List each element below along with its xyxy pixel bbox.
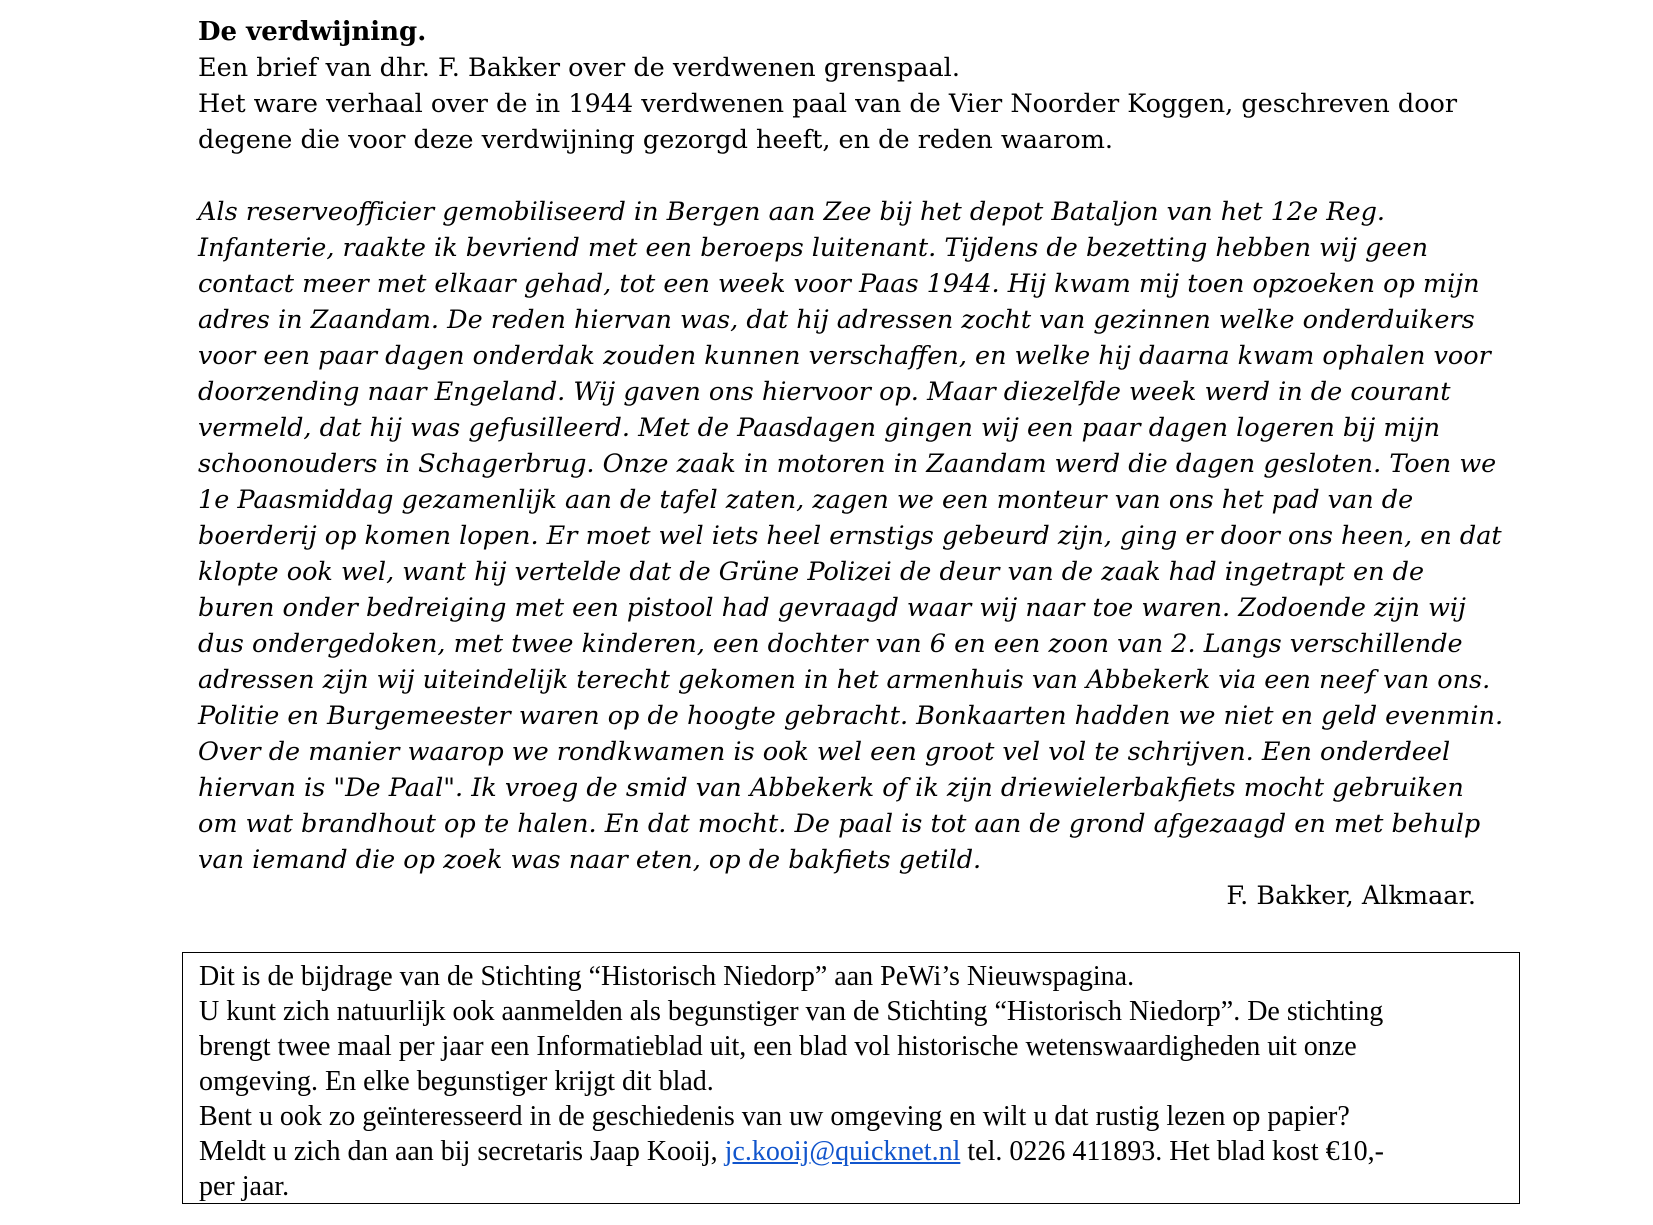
info-line: omgeving. En elke begunstiger krijgt dit blad. xyxy=(199,1066,714,1097)
story-line: boerderij op komen lopen. Er moet wel iets heel ernstigs gebeurd zijn, ging er door ons heen, en dat xyxy=(198,521,1502,551)
story-line: van iemand die op zoek was naar eten, op de bakfiets getild. xyxy=(198,845,982,875)
article-title: De verdwijning. xyxy=(198,17,427,47)
contact-prefix: Meldt u zich dan aan bij secretaris Jaap Kooij, xyxy=(199,1136,725,1167)
story-line: adressen zijn wij uiteindelijk terecht gekomen in het armenhuis van Abbekerk via een neef van ons. xyxy=(198,665,1491,695)
info-box xyxy=(182,952,1520,1204)
story-line: hiervan is "De Paal". Ik vroeg de smid van Abbekerk of ik zijn driewielerbakfiets mocht gebruiken xyxy=(198,773,1464,803)
contact-suffix: tel. 0226 411893. Het blad kost €10,- xyxy=(960,1136,1384,1167)
info-line: brengt twee maal per jaar een Informatieblad uit, een blad vol historische wetenswaardigheden uit onze xyxy=(199,1031,1357,1062)
story-line: klopte ook wel, want hij vertelde dat de Grüne Polizei de deur van de zaak had ingetrapt en de xyxy=(198,557,1425,587)
intro-line: Een brief van dhr. F. Bakker over de verdwenen grenspaal. xyxy=(198,53,960,83)
story-line: Over de manier waarop we rondkwamen is ook wel een groot vel vol te schrijven. Een onderdeel xyxy=(198,737,1451,767)
intro-line: Het ware verhaal over de in 1944 verdwenen paal van de Vier Noorder Koggen, geschreven door xyxy=(198,89,1458,119)
story-line: 1e Paasmiddag gezamenlijk aan de tafel zaten, zagen we een monteur van ons het pad van de xyxy=(198,485,1414,515)
info-line: Bent u ook zo geïnteresseerd in de geschiedenis van uw omgeving en wilt u dat rustig lezen op papier? xyxy=(199,1101,1350,1132)
email-link[interactable]: jc.kooij@quicknet.nl xyxy=(724,1136,961,1167)
story-line: doorzending naar Engeland. Wij gaven ons hiervoor op. Maar diezelfde week werd in de courant xyxy=(198,377,1451,407)
story-line: Als reserveofficier gemobiliseerd in Bergen aan Zee bij het depot Bataljon van het 12e Reg. xyxy=(198,197,1386,227)
story-body xyxy=(198,194,1504,878)
story-line: Infanterie, raakte ik bevriend met een beroeps luitenant. Tijdens de bezetting hebben wij geen xyxy=(198,233,1429,263)
intro-line: degene die voor deze verdwijning gezorgd heeft, en de reden waarom. xyxy=(198,125,1113,155)
story-line: buren onder bedreiging met een pistool had gevraagd waar wij naar toe waren. Zodoende zijn wij xyxy=(198,593,1466,623)
story-line: om wat brandhout op te halen. En dat mocht. De paal is tot aan de grond afgezaagd en met behulp xyxy=(198,809,1481,839)
story-line: vermeld, dat hij was gefusilleerd. Met de Paasdagen gingen wij een paar dagen logeren bij mijn xyxy=(198,413,1441,443)
contact-line xyxy=(199,1134,1505,1169)
story-line: Politie en Burgemeester waren op de hoogte gebracht. Bonkaarten hadden we niet en geld evenmin. xyxy=(198,701,1504,731)
story-line: schoonouders in Schagerbrug. Onze zaak in motoren in Zaandam werd die dagen gesloten. Toen we xyxy=(198,449,1497,479)
info-line: Dit is de bijdrage van de Stichting “Historisch Niedorp” aan PeWi’s Nieuwspagina. xyxy=(199,961,1135,992)
story-line: contact meer met elkaar gehad, tot een week voor Paas 1944. Hij kwam mij toen opzoeken op mijn xyxy=(198,269,1480,299)
info-line: U kunt zich natuurlijk ook aanmelden als begunstiger van de Stichting “Historisch Niedorp”. De stichting xyxy=(199,996,1384,1027)
story-line: adres in Zaandam. De reden hiervan was, dat hij adressen zocht van gezinnen welke onderduikers xyxy=(198,305,1475,335)
story-line: voor een paar dagen onderdak zouden kunnen verschaffen, en welke hij daarna kwam ophalen voor xyxy=(198,341,1491,371)
signature: F. Bakker, Alkmaar. xyxy=(1226,881,1476,911)
info-line: per jaar. xyxy=(199,1171,290,1202)
story-line: dus ondergedoken, met twee kinderen, een dochter van 6 en een zoon van 2. Langs verschillende xyxy=(198,629,1463,659)
article xyxy=(198,14,1504,914)
